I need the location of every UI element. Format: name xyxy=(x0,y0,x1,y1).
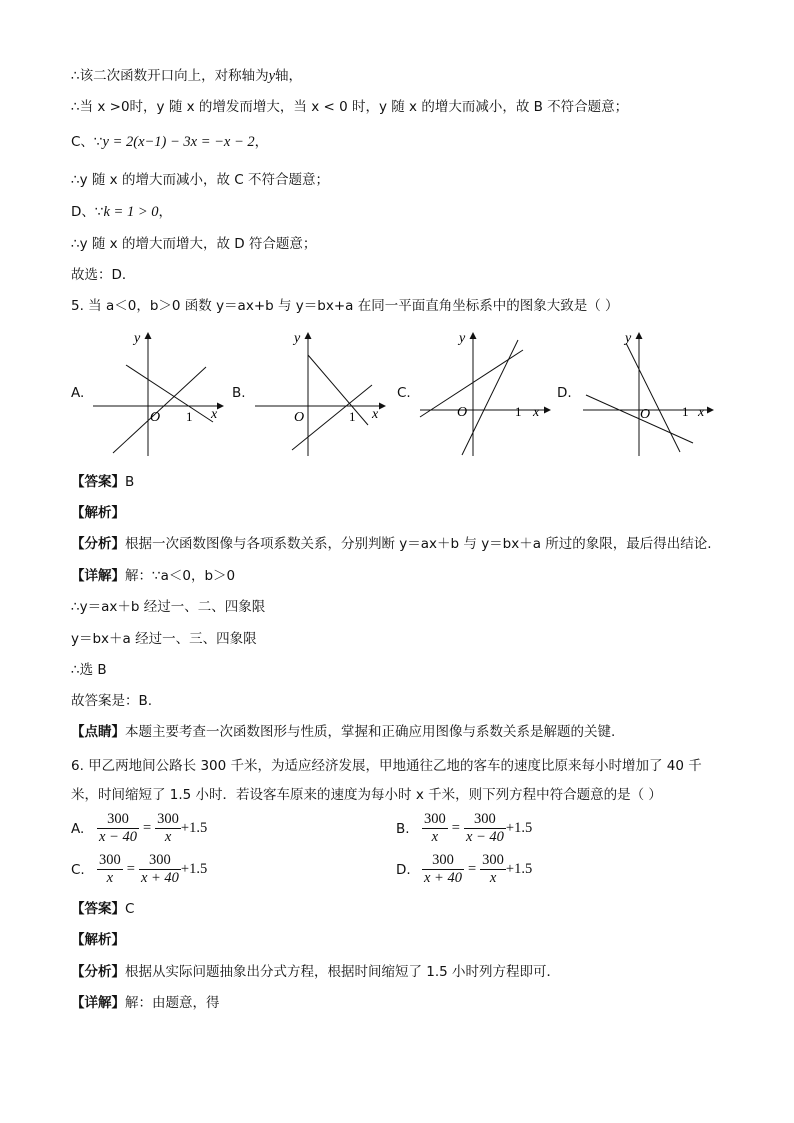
solution-line-7: 故选：D． xyxy=(71,267,136,283)
q6-option-c: C. $\frac{300}{x}$ = $\frac{300}{x + 40}$ +1.5 xyxy=(71,852,208,886)
q5-graph-b xyxy=(250,325,390,460)
fraction-left: $\frac{300}{x}$ xyxy=(99,852,121,886)
solution-line-2: ∴当 x >0时，y 随 x 的增发而增大，当 x < 0 时，y 随 x 的增大而减小，故 B 不符合题意； xyxy=(71,99,629,115)
fraction-left: $\frac{300}{x + 40}$ xyxy=(424,852,462,886)
fraction-right: $\frac{300}{x}$ xyxy=(482,852,504,886)
solution-line-4: ∴y 随 x 的增大而减小，故 C 不符合题意； xyxy=(71,172,329,188)
q6-option-b: B. $\frac{300}{x}$ = $\frac{300}{x - 40}$ +1.5 xyxy=(396,811,533,845)
q6-answer: 【答案】C xyxy=(71,901,135,917)
origin-label: O xyxy=(294,410,305,425)
q5-graph-c xyxy=(415,325,555,460)
line-1 xyxy=(420,350,523,417)
q5-option-d-label: D. xyxy=(557,385,572,401)
q6-stem-line-2: 米，时间缩短了 1.5 小时．若设客车原来的速度为每小时 x 千米，则下列方程中符合题意的是（ ） xyxy=(71,787,662,803)
line-1 xyxy=(126,365,213,422)
line-2 xyxy=(462,340,518,455)
q5-option-b-label: B. xyxy=(232,385,246,401)
q5-answer: 【答案】B xyxy=(71,474,135,490)
origin-label: O xyxy=(457,405,468,420)
q5-fenxi: 【分析】根据一次函数图像与各项系数关系，分别判断 y＝ax＋b 与 y＝bx＋a 所过的象限，最后得出结论. xyxy=(71,536,712,552)
origin-label: O xyxy=(150,410,161,425)
solution-line-1: ∴该二次函数开口向上，对称轴为y轴， xyxy=(71,68,303,84)
line-2 xyxy=(308,355,368,425)
q5-step-2: y＝bx＋a 经过一、三、四象限 xyxy=(71,631,257,647)
q6-fenxi: 【分析】根据从实际问题抽象出分式方程，根据时间缩短了 1.5 小时列方程即可． xyxy=(71,964,561,980)
q6-stem-line-1: 6. 甲乙两地间公路长 300 千米，为适应经济发展，甲地通往乙地的客车的速度比原来每小时增加了 40 千 xyxy=(71,758,702,774)
fraction-right: $\frac{300}{x - 40}$ xyxy=(465,811,504,845)
q5-graph-a xyxy=(88,325,228,460)
x-label: x xyxy=(372,407,379,422)
one-label: 1 xyxy=(186,409,193,424)
line-2 xyxy=(626,343,680,452)
q6-xiangjie: 【详解】解：由题意，得 xyxy=(71,995,220,1011)
solution-line-3: C、∵y = 2(x−1) − 3x = −x − 2， xyxy=(71,134,269,150)
q5-final: 故答案是：B. xyxy=(71,693,153,709)
q5-option-c-label: C. xyxy=(397,385,411,401)
q6-analysis-heading: 【解析】 xyxy=(71,932,125,948)
fraction-left: $\frac{300}{x - 40}$ xyxy=(99,811,137,845)
x-label: x xyxy=(211,407,218,422)
q5-graph-d xyxy=(578,325,718,460)
q5-option-a-label: A. xyxy=(71,385,85,401)
q5-xiangjie: 【详解】解：∵a＜0，b＞0 xyxy=(71,568,236,584)
one-label: 1 xyxy=(515,404,522,419)
one-label: 1 xyxy=(682,404,689,419)
fraction-right: $\frac{300}{x}$ xyxy=(157,811,179,845)
x-label: x xyxy=(698,405,705,420)
x-label: x xyxy=(533,405,540,420)
solution-line-5: D、∵k = 1 > 0， xyxy=(71,204,172,220)
q5-analysis-heading: 【解析】 xyxy=(71,505,125,521)
fraction-right: $\frac{300}{x + 40}$ xyxy=(140,852,179,886)
y-label: y xyxy=(134,331,141,346)
q5-stem: 5. 当 a＜0，b＞0 函数 y＝ax+b 与 y＝bx+a 在同一平面直角坐标系中的图象大致是（ ） xyxy=(71,298,619,314)
q5-dianjing: 【点睛】本题主要考查一次函数图形与性质，掌握和正确应用图像与系数关系是解题的关键. xyxy=(71,724,616,740)
y-label: y xyxy=(625,331,632,346)
one-label: 1 xyxy=(349,409,356,424)
q5-step-3: ∴选 B xyxy=(71,662,107,678)
y-label: y xyxy=(459,331,466,346)
fraction-left: $\frac{300}{x}$ xyxy=(424,811,446,845)
solution-line-6: ∴y 随 x 的增大而增大，故 D 符合题意； xyxy=(71,236,317,252)
origin-label: O xyxy=(640,407,651,422)
q6-option-a: A. $\frac{300}{x - 40}$ = $\frac{300}{x}$ +1.5 xyxy=(71,811,208,845)
q6-option-d: D. $\frac{300}{x + 40}$ = $\frac{300}{x}$ +1.5 xyxy=(396,852,533,886)
q5-step-1: ∴y＝ax＋b 经过一、二、四象限 xyxy=(71,599,266,615)
y-label: y xyxy=(294,331,301,346)
